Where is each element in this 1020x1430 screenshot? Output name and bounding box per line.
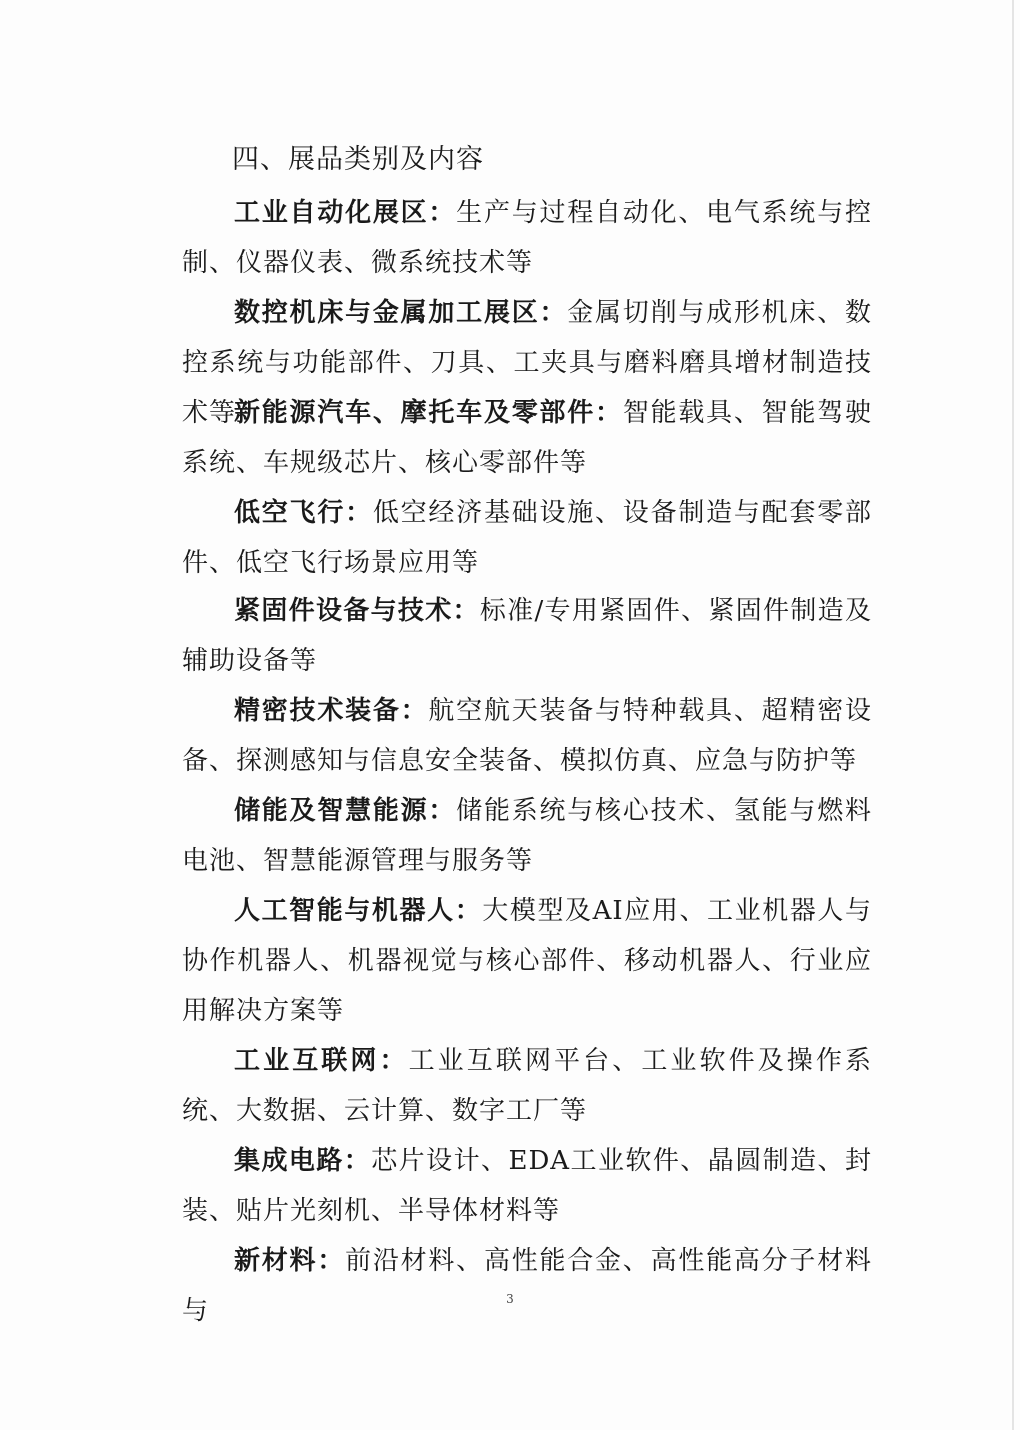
entry-low-altitude-flight	[182, 488, 872, 588]
entry-term: 人工智能与机器人：	[234, 896, 483, 926]
entry-text: 智能载具、智能驾驶系统、车规级芯片、核心零部件等	[182, 398, 872, 478]
entry-industrial-internet	[182, 1036, 872, 1136]
entry-new-materials	[182, 1236, 872, 1336]
entry-term: 数控机床与金属加工展区：	[234, 298, 568, 328]
entry-text: 工业互联网平台、工业软件及操作系统、大数据、云计算、数字工厂等	[182, 1046, 872, 1126]
entry-term: 工业自动化展区：	[234, 198, 457, 228]
entry-fasteners	[182, 586, 872, 686]
entry-term: 精密技术装备：	[234, 696, 429, 726]
entry-term: 集成电路：	[234, 1146, 372, 1176]
entry-ai-robotics	[182, 886, 872, 1036]
entry-term: 储能及智慧能源：	[234, 796, 457, 826]
entry-text: 储能系统与核心技术、氢能与燃料电池、智慧能源管理与服务等	[182, 796, 872, 876]
entry-integrated-circuits	[182, 1136, 872, 1236]
entry-text: 低空经济基础设施、设备制造与配套零部件、低空飞行场景应用等	[182, 498, 872, 578]
entry-text: 芯片设计、EDA工业软件、晶圆制造、封装、贴片光刻机、半导体材料等	[182, 1146, 872, 1226]
entry-new-energy-vehicles	[182, 388, 872, 488]
entry-term: 工业互联网：	[234, 1046, 409, 1076]
entry-text: 前沿材料、高性能合金、高性能高分子材料与	[182, 1246, 872, 1326]
entry-text: 金属切削与成形机床、数控系统与功能部件、刀具、工夹具与磨料磨具增材制造技术等	[182, 298, 872, 428]
entry-term: 紧固件设备与技术：	[234, 596, 480, 626]
entry-text: 生产与过程自动化、电气系统与控制、仪器仪表、微系统技术等	[182, 198, 872, 278]
scan-edge	[1012, 0, 1014, 1430]
entry-precision-equipment	[182, 686, 872, 786]
entry-text: 大模型及AI应用、工业机器人与协作机器人、机器视觉与核心部件、移动机器人、行业应用解决方案等	[182, 896, 872, 1026]
page-number: 3	[506, 1292, 514, 1306]
entry-term: 新能源汽车、摩托车及零部件：	[234, 398, 623, 428]
entry-term: 低空飞行：	[234, 498, 373, 528]
section-heading: 四、展品类别及内容	[232, 144, 484, 175]
entry-energy-storage	[182, 786, 872, 886]
entry-industrial-automation	[182, 188, 872, 288]
entry-text: 航空航天装备与特种载具、超精密设备、探测感知与信息安全装备、模拟仿真、应急与防护等	[182, 696, 872, 776]
entry-term: 新材料：	[234, 1246, 346, 1276]
entry-text: 标准/专用紧固件、紧固件制造及辅助设备等	[182, 596, 872, 676]
